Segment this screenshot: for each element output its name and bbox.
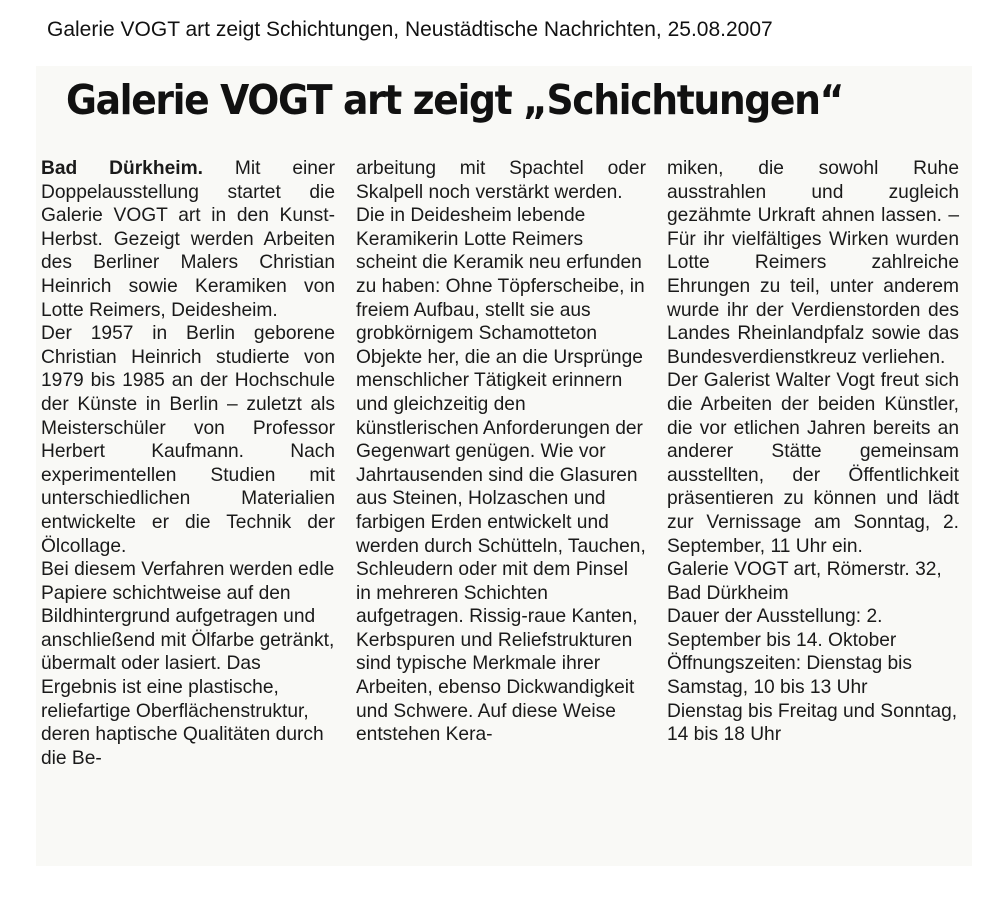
article-column-2 <box>356 157 646 747</box>
article-headline: Galerie VOGT art zeigt „Schichtungen“ <box>66 76 843 124</box>
gallery-address: Galerie VOGT art, Römerstr. 32, Bad Dürkheim <box>667 559 942 604</box>
article-column-3 <box>667 157 959 747</box>
opening-hours: Öffnungszeiten: Dienstag bis Samstag, 10 bis 13 Uhr <box>667 653 912 699</box>
exhibition-duration: Dauer der Ausstellung: 2. September bis 14. Oktober <box>667 606 897 651</box>
article-paragraph: Die in Deidesheim lebende Keramikerin Lotte Reimers scheint die Keramik neu erfunden zu haben: Ohne Töpferscheibe, in freiem Aufbau, stellt sie aus grobkörnigem Schamotteton Objekte her, die an die Ursprünge menschlicher Tätigkeit erinnern und gleichzeitig den künstlerischen Anforderungen der Gegenwart genügen. Wie vor Jahrtausenden sind die Glasuren aus Steinen, Holzaschen und farbigen Erden entwickelt und werden durch Schütteln, Tauchen, Schleudern oder mit dem Pinsel in mehreren Schichten aufgetragen. Rissig-raue Kanten, Kerbspuren und Reliefstrukturen sind typische Merkmale ihrer Arbeiten, ebenso Dickwandigkeit und Schwere. Auf diese Weise entstehen Kera- <box>356 205 646 746</box>
article-dateline: Bad Dürkheim. <box>41 158 203 179</box>
article-paragraph-text: Mit einer Doppelausstellung startet die Galerie VOGT art in den Kunst-Herbst. Gezeigt werden Arbeiten des Berliner Malers Christian Heinrich sowie Keramiken von Lotte Reimers, Deidesheim. <box>41 158 335 321</box>
article-paragraph <box>41 157 335 322</box>
article-paragraph: Der 1957 in Berlin geborene Christian Heinrich studierte von 1979 bis 1985 an der Hochschule der Künste in Berlin – zuletzt als Meisterschüler von Professor Herbert Kaufmann. Nach experimentellen Studien mit unterschiedlichen Materialien entwickelte er die Technik der Ölcollage. <box>41 323 335 557</box>
document-caption: Galerie VOGT art zeigt Schichtungen, Neustädtische Nachrichten, 25.08.2007 <box>47 18 773 41</box>
article-paragraph: arbeitung mit Spachtel oder Skalpell noch verstärkt werden. <box>356 158 646 203</box>
article-paragraph: Der Galerist Walter Vogt freut sich die Arbeiten der beiden Künstler, die vor etlichen Jahren bereits an anderer Stätte gemeinsam ausstellten, der Öffentlichkeit präsentieren zu können und lädt zur Vernissage am Sonntag, 2. September, 11 Uhr ein. <box>667 370 959 557</box>
article-paragraph: miken, die sowohl Ruhe ausstrahlen und zugleich gezähmte Urkraft ahnen lassen. – Für ihr vielfältiges Wirken wurden Lotte Reimers zahlreiche Ehrungen zu teil, unter anderem wurde ihr der Verdienstorden des Landes Rheinlandpfalz sowie das Bundesverdienstkreuz verliehen. <box>667 158 959 368</box>
opening-hours-extra: Dienstag bis Freitag und Sonntag, 14 bis 18 Uhr <box>667 700 958 746</box>
article-paragraph: Bei diesem Verfahren werden edle Papiere schichtweise auf den Bildhintergrund aufgetragen und anschließend mit Ölfarbe getränkt, übermalt oder lasiert. Das Ergebnis ist eine plastische, reliefartige Oberflächenstruktur, deren haptische Qualitäten durch die Be- <box>41 559 335 769</box>
article-column-1 <box>41 157 335 770</box>
